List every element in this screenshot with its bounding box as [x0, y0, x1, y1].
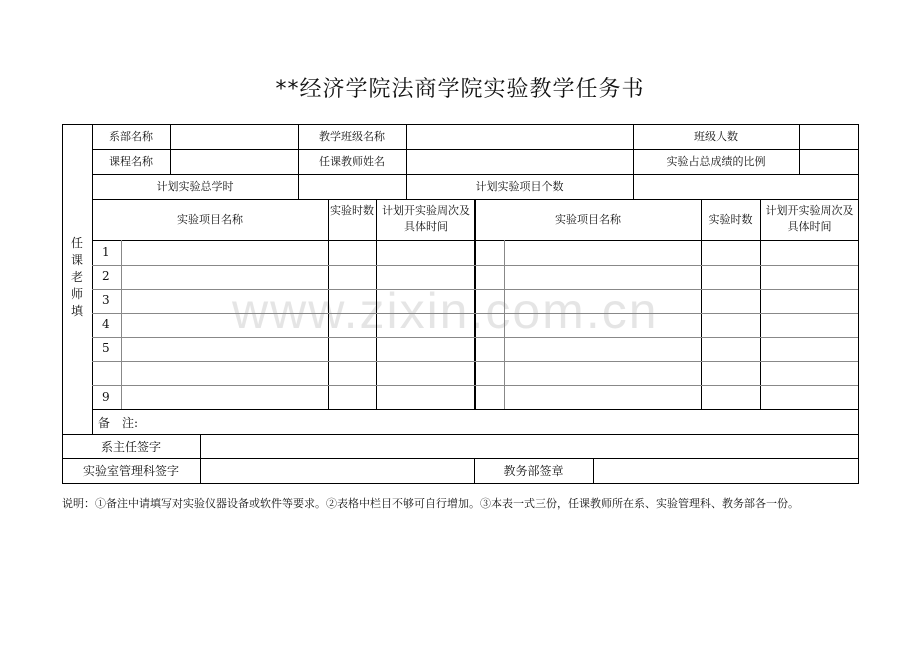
row-divider	[92, 174, 858, 175]
label-total-hours: 计划实验总学时	[156, 180, 234, 193]
col-divider	[376, 199, 377, 409]
page-title: **经济学院法商学院实验教学任务书	[275, 77, 645, 102]
label-class-size: 班级人数	[694, 130, 738, 143]
col-divider	[200, 434, 201, 483]
row-divider	[92, 149, 858, 150]
side-column-divider	[92, 124, 93, 434]
col-divider	[170, 124, 171, 174]
label-dept-name: 系部名称	[109, 130, 153, 143]
row-number: 2	[102, 269, 110, 283]
row-divider	[62, 458, 858, 459]
header-item-name: 实验项目名称	[177, 213, 243, 226]
footnote: 说明：①备注中请填写对实验仪器设备或软件等要求。②表格中栏目不够可自行增加。③本表一式三份，任课教师所在系、实验管理科、教务部各一份。	[62, 497, 799, 510]
label-head-signature: 系主任签字	[100, 440, 161, 454]
watermark: www.zixin.com.cn	[232, 283, 659, 339]
header-hours-right: 实验时数	[708, 213, 753, 226]
table-border-top	[62, 124, 859, 125]
data-row-line	[92, 265, 858, 266]
data-row-line	[92, 313, 858, 314]
row-divider	[62, 434, 858, 435]
col-divider	[406, 124, 407, 174]
side-label-teacher-fill: 任 课 老 师 填	[70, 236, 83, 318]
label-affairs-stamp: 教务部签章	[503, 464, 564, 478]
label-class-name: 教学班级名称	[319, 130, 385, 143]
label-item-count: 计划实验项目个数	[475, 180, 564, 193]
row-number: 9	[102, 390, 110, 404]
col-divider	[593, 458, 594, 483]
header-schedule: 计划开实验周次及具体时间	[382, 204, 470, 233]
header-item-name-right: 实验项目名称	[555, 213, 621, 226]
table-border-bottom	[62, 483, 859, 484]
data-row-line	[92, 337, 858, 338]
table-border-right	[858, 124, 859, 483]
row-number: 5	[102, 341, 110, 355]
label-teacher-name: 任课教师姓名	[319, 155, 385, 168]
row-divider	[92, 409, 858, 410]
header-schedule-right: 计划开实验周次及具体时间	[765, 204, 854, 233]
center-divider	[474, 199, 476, 409]
data-row-line	[92, 289, 858, 290]
col-divider	[799, 124, 800, 174]
label-remark: 备 注:	[98, 416, 139, 430]
label-grade-ratio: 实验占总成绩的比例	[666, 155, 766, 168]
label-course-name: 课程名称	[109, 155, 153, 168]
data-row-line	[92, 361, 858, 362]
row-number: 4	[102, 317, 110, 331]
row-number: 1	[102, 245, 110, 259]
header-hours: 实验时数	[330, 204, 374, 217]
data-row-line	[92, 385, 858, 386]
row-number: 3	[102, 293, 110, 307]
col-divider	[701, 199, 702, 409]
label-lab-signature: 实验室管理科签字	[82, 464, 179, 478]
col-divider	[633, 174, 634, 199]
col-divider	[298, 174, 299, 199]
col-divider	[760, 199, 761, 409]
col-divider	[328, 199, 329, 409]
